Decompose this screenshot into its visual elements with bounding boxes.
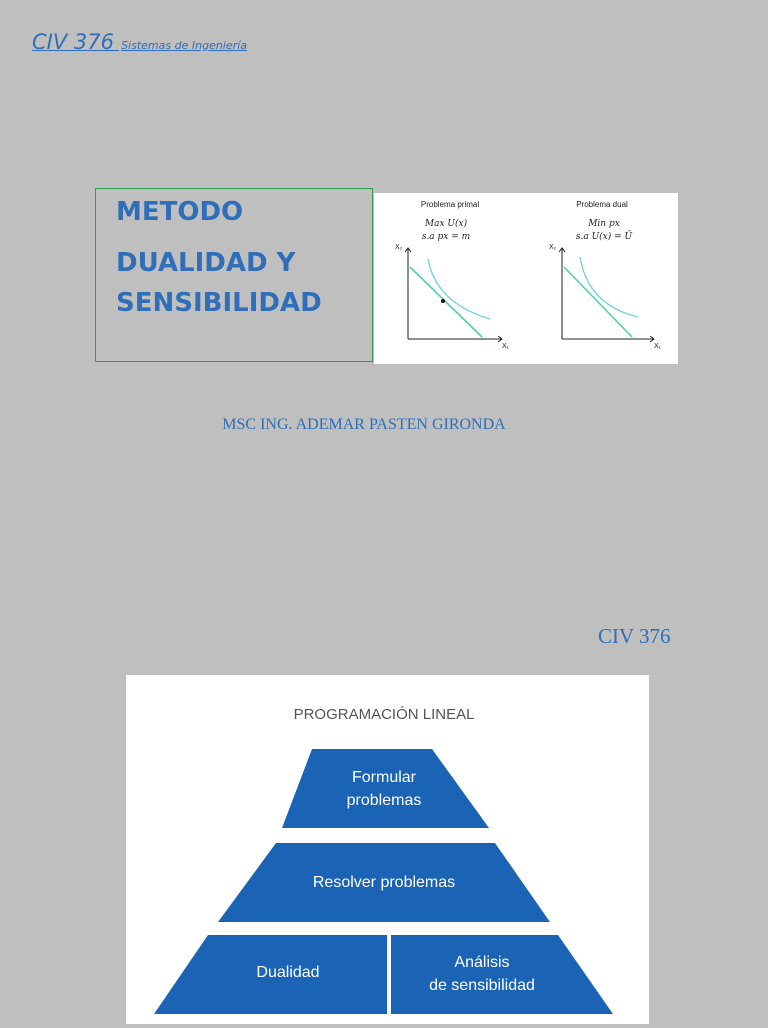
title-line-1: METODO — [116, 197, 244, 227]
pyramid-panel — [126, 675, 649, 1024]
title-box — [95, 188, 373, 362]
course-code: CIV 376 — [32, 30, 114, 54]
duality-graphs — [374, 193, 678, 364]
primal-constraint: s.a px = m — [421, 232, 471, 242]
primal-graph — [395, 200, 510, 350]
dual-indifference-curve — [580, 257, 638, 317]
pyramid-middle-text: Resolver problemas — [312, 874, 456, 891]
pyramid-title: PROGRAMACIÓN LINEAL — [293, 706, 475, 723]
pyramid-level-bottom-right — [391, 935, 613, 1014]
course-header — [32, 30, 247, 54]
primal-y-label: X₂ — [395, 244, 403, 251]
primal-title: Problema primal — [420, 200, 480, 209]
dual-constraint: s.a U(x) = Ū — [575, 232, 633, 242]
pyramid-level-top — [282, 749, 489, 828]
primal-optimum-point — [441, 299, 445, 303]
primal-indifference-curve — [428, 259, 490, 319]
dual-title: Problema dual — [576, 200, 628, 209]
primal-x-label: X₁ — [502, 343, 510, 350]
pyramid-top-line1: Formular — [351, 769, 417, 786]
pyramid-top-line2: problemas — [346, 792, 422, 809]
dual-y-label: X₂ — [549, 244, 557, 251]
pyramid-bottom-right-line1: Análisis — [454, 954, 510, 971]
pyramid-bottom-right-line2: de sensibilidad — [429, 977, 535, 994]
dual-graph — [549, 200, 662, 350]
course-name: Sistemas de Ingeniería — [121, 39, 247, 52]
author-name: MSC ING. ADEMAR PASTEN GIRONDA — [222, 416, 506, 433]
programacion-lineal-pyramid — [126, 675, 649, 1024]
dual-expenditure-line — [564, 267, 632, 337]
dual-x-label: X₁ — [654, 343, 662, 350]
pyramid-bottom-left-text: Dualidad — [256, 964, 320, 981]
title-line-2: DUALIDAD Y — [116, 248, 296, 278]
dual-objective: Min px — [588, 219, 620, 229]
duality-graph-panel — [374, 193, 678, 364]
primal-objective: Max U(x) — [424, 219, 468, 229]
page-label: CIV 376 — [598, 624, 671, 648]
primal-budget-line — [410, 267, 482, 337]
title-line-3: SENSIBILIDAD — [116, 288, 322, 318]
